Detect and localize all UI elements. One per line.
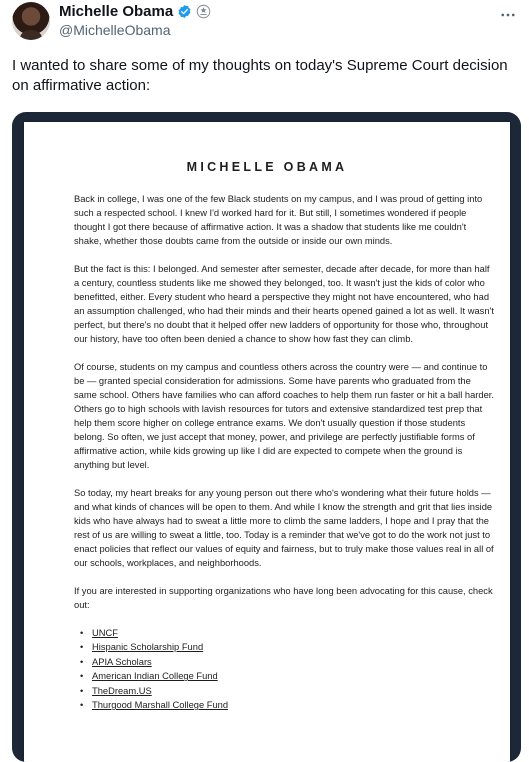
document-paragraph: But the fact is this: I belonged. And semester after semester, decade after decade, for more than half a century, countless students like me showed they belonged, too. It wasn't just the kids of color who benefitted, either. Every student who heard a perspective they might not have encountered, who had an assumption challenged, who had their minds and their hearts opened gained a lot as well. It wasn't perfect, but there's no doubt that it helped offer new ladders of opportunity for those who, throughout our history, have too often been denied a chance to show how fast they can climb. <box>74 264 494 344</box>
document-paragraph: Back in college, I was one of the few Black students on my campus, and I was proud of getting into such a respected school. I knew I'd worked hard for it. But still, I sometimes wondered if people thought I got there because of affirmative action. It was a shadow that students like me couldn't shake, whether those doubts came from the outside or inside our own minds. <box>74 194 483 246</box>
organization-link[interactable]: Thurgood Marshall College Fund <box>92 700 229 711</box>
tweet-image[interactable] <box>12 112 521 762</box>
author-avatar[interactable] <box>12 2 50 40</box>
statement-document <box>24 122 510 762</box>
organization-list-item <box>92 626 494 640</box>
author-display-name[interactable]: Michelle Obama <box>59 3 174 20</box>
organization-list-item <box>92 640 494 654</box>
document-title: MICHELLE OBAMA <box>186 160 348 174</box>
document-body <box>74 192 494 712</box>
organization-list-item <box>92 684 494 698</box>
verified-badge-icon[interactable] <box>177 4 192 19</box>
organization-list-item <box>92 669 494 683</box>
document-paragraph: So today, my heart breaks for any young person out there who's wondering what their future holds — and what kinds of chances will be open to them. And while I know the strength and grit that lies inside kids who have always had to sweat a little more to climb the same ladders, I hope and I pray that the rest of us are willing to sweat a little, too. Today is a reminder that we've got to do the work not just to enact policies that reflect our values of equity and fairness, but to truly make those values real in all of our schools, workplaces, and neighborhoods. <box>74 488 494 568</box>
more-options-icon[interactable] <box>499 6 517 29</box>
tweet-text: I wanted to share some of my thoughts on today's Supreme Court decision on affirmative action: <box>12 57 508 94</box>
organization-link[interactable]: UNCF <box>92 628 118 638</box>
document-paragraph: If you are interested in supporting organizations who have long been advocating for this cause, check out: <box>74 586 493 610</box>
tweet-header <box>12 2 529 42</box>
organization-link[interactable]: American Indian College Fund <box>92 671 218 682</box>
author-handle[interactable]: @MichelleObama <box>59 22 171 38</box>
more-dots-icon <box>499 6 517 24</box>
organization-list-item <box>92 698 494 712</box>
organization-list <box>74 626 494 712</box>
organization-link[interactable]: TheDream.US <box>92 685 152 696</box>
government-seal-icon[interactable] <box>196 4 211 19</box>
organization-link[interactable]: Hispanic Scholarship Fund <box>92 642 204 653</box>
organization-link[interactable]: APIA Scholars <box>92 656 152 667</box>
author-name-row <box>59 3 211 20</box>
document-paragraph: Of course, students on my campus and countless others across the country were — and continue to be — granted special consideration for admissions. Some have parents who graduated from the same school. Others have families who can afford coaches to help them run faster or hit a ball harder. Others go to high schools with lavish resources for tutors and extensive standardized test prep that help them score higher on college entrance exams. We don't usually question if those students belong. So often, we just accept that money, power, and privilege are perfectly justifiable forms of affirmative action, while kids growing up like I did are expected to compete when the ground is anything but level. <box>74 362 494 470</box>
organization-list-item <box>92 655 494 669</box>
